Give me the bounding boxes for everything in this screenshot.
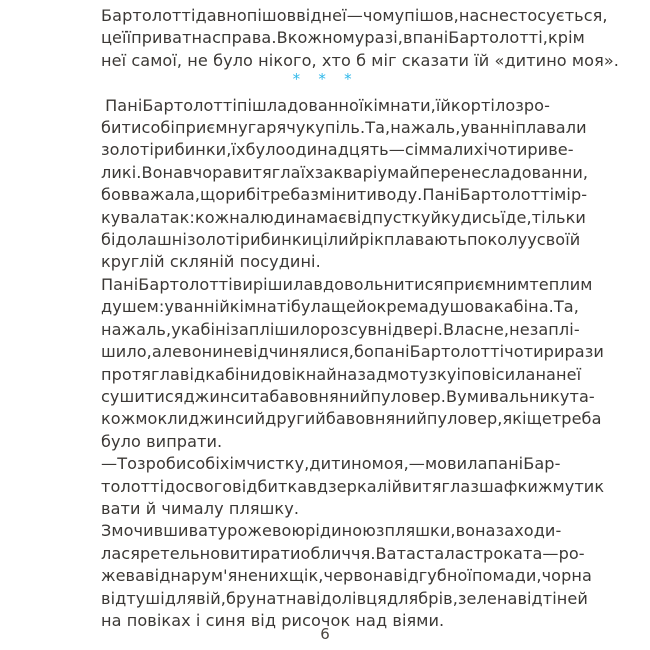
text-word: Та, (553, 297, 579, 317)
text-line (101, 431, 550, 453)
text-word: кабіни (205, 364, 261, 384)
text-word: хімчистку, (219, 454, 310, 474)
text-word: вирішила (232, 274, 314, 294)
text-word: від (517, 588, 543, 608)
text-line (101, 498, 550, 520)
text-word: Бартолотті (101, 6, 196, 25)
text-word: було (245, 140, 286, 160)
text-word: від (306, 588, 332, 608)
text-line (101, 296, 579, 318)
text-word: кувала (101, 207, 161, 227)
text-word: давно (195, 6, 247, 25)
text-word: рибинки (239, 230, 313, 250)
text-word: Пані (422, 185, 460, 205)
text-word: приватна (131, 28, 213, 48)
text-word: від (145, 566, 171, 586)
text-word: сушитися (101, 386, 184, 406)
text-word: рік (359, 230, 384, 250)
text-word: червона (323, 566, 394, 586)
text-word: Змочивши (101, 521, 189, 541)
text-word: з (314, 162, 324, 182)
text-word: плавали (515, 118, 587, 138)
text-word: ванни, (531, 162, 589, 182)
text-word: та- (569, 386, 595, 406)
text-word: ще (526, 409, 552, 429)
text-word: до (510, 162, 532, 182)
text-word: ще (330, 297, 357, 317)
text-word: тіней (542, 588, 588, 608)
text-word: була (290, 297, 331, 317)
text-word: туші (126, 588, 165, 608)
text-line (101, 117, 587, 139)
text-word: ванні (470, 118, 516, 138)
text-word: рибі (225, 185, 261, 205)
text-word: нарум'янених (170, 566, 289, 586)
text-word: неї (555, 364, 582, 384)
text-run: вати й чималу пляшку. (101, 498, 300, 518)
text-word: мокли (135, 409, 189, 429)
text-word: на (101, 319, 122, 339)
text-word: Бар- (523, 454, 561, 474)
text-word: другий (265, 409, 326, 429)
text-word: й (430, 207, 442, 227)
text-word: на (390, 118, 411, 138)
text-word: Власне, (442, 319, 510, 339)
text-word: з (470, 476, 479, 496)
text-word: їй (435, 95, 451, 115)
text-word: чотири (504, 342, 565, 362)
text-word: протягла (101, 364, 180, 384)
text-word: — (346, 6, 363, 25)
text-word: вона (455, 521, 496, 541)
text-word: витирати (220, 543, 301, 563)
text-word: й (254, 409, 266, 429)
text-line (101, 251, 550, 273)
text-word: і (456, 364, 461, 384)
text-word: й (356, 297, 367, 317)
text-word: брунатна (225, 588, 307, 608)
text-word: витягла (402, 476, 471, 496)
text-word: свого (185, 476, 233, 496)
text-line (101, 364, 582, 386)
text-word: від (393, 566, 419, 586)
text-word: приємним (443, 274, 530, 294)
text-run: неї самої, не було нікого, хто б міг сказати їй «дитино моя». (101, 50, 619, 70)
text-word: заплішило (230, 319, 321, 339)
text-word: губної (418, 566, 472, 586)
text-word: зроби (137, 454, 187, 474)
text-word: умивальнику (457, 386, 570, 406)
text-word: чому (362, 6, 405, 25)
text-word: до (260, 364, 282, 384)
text-word: жаль, (410, 118, 461, 138)
text-word: рожевою (227, 521, 306, 541)
text-word: пішла (236, 95, 288, 115)
text-word: дитино (309, 454, 372, 474)
text-word: Бартолотті (409, 342, 505, 362)
text-word: бити (101, 118, 142, 138)
text-word: пуловер. (370, 386, 446, 406)
text-word: вважала, (120, 185, 201, 205)
text-word: жева (101, 566, 146, 586)
text-word: ванної (308, 95, 364, 115)
text-word: колу (487, 230, 528, 250)
text-word: що (200, 185, 226, 205)
text-word: перенесла (419, 162, 511, 182)
text-word: акваріума (323, 162, 410, 182)
text-line (101, 476, 605, 498)
text-word: бо (101, 185, 121, 205)
section-divider-asterisks: * * * (292, 70, 359, 88)
text-word: від (101, 588, 127, 608)
text-line (101, 5, 608, 27)
text-word: від (296, 6, 322, 25)
text-word: своїй (536, 230, 581, 250)
text-word: бідолашні (101, 230, 187, 250)
text-line (101, 386, 595, 408)
paragraph (101, 274, 604, 453)
text-line (101, 229, 581, 251)
text-word: Вона (141, 162, 184, 182)
text-word: мір- (554, 185, 588, 205)
text-word: жаль, (121, 319, 172, 339)
text-word: рибинки, (153, 140, 232, 160)
text-line (101, 27, 585, 49)
text-word: відчинялися, (243, 342, 354, 362)
text-word: вікна (281, 364, 327, 384)
text-word: назад (336, 364, 388, 384)
text-word: ликі. (101, 162, 142, 182)
page-number: 6 (320, 625, 330, 643)
text-run: на повіках і синя від рисочок над віями. (101, 610, 445, 630)
text-word: тільки (531, 207, 586, 227)
text-word: повісила (461, 364, 536, 384)
text-word: так: (160, 207, 195, 227)
text-word: в (403, 28, 413, 48)
text-word: заплі- (529, 319, 580, 339)
text-word: й (391, 476, 403, 496)
text-word: собі (186, 454, 220, 474)
text-line (101, 588, 588, 610)
text-word: треба (260, 185, 311, 205)
text-word: приємну (174, 118, 248, 138)
text-word: їде, (500, 207, 532, 227)
text-run: було випрати. (101, 431, 223, 451)
text-word: треба (551, 409, 602, 429)
text-word: джинси (188, 409, 255, 429)
text-word: кож (101, 409, 136, 429)
text-word: не (488, 6, 509, 25)
text-word: лася (101, 543, 141, 563)
text-word: помади, (471, 566, 542, 586)
body-text (101, 5, 619, 632)
text-word: ро- (558, 543, 585, 563)
text-word: Бартолотті (142, 95, 237, 115)
text-word: пуловер, (426, 409, 503, 429)
text-word: разі, (364, 28, 404, 48)
text-word: дзеркалі (316, 476, 392, 496)
text-word: пані (373, 342, 410, 362)
text-word: у (171, 319, 181, 339)
text-word: золоті (101, 140, 154, 160)
text-word: зелена (457, 588, 518, 608)
text-word: кабіні (180, 319, 231, 339)
body-text-column (101, 5, 619, 632)
text-word: Бартолотті (138, 274, 233, 294)
text-word: — (388, 140, 405, 160)
text-word: справа. (212, 28, 277, 48)
text-word: олівця (331, 588, 387, 608)
text-word: і (483, 140, 488, 160)
text-word: мовила (424, 454, 488, 474)
text-word: гарячу (247, 118, 306, 138)
text-word: строката (464, 543, 543, 563)
text-word: у (164, 297, 174, 317)
text-word: золоті (186, 230, 240, 250)
text-word: у (527, 230, 537, 250)
text-word: Вата (375, 543, 416, 563)
text-word: стосується, (508, 6, 608, 25)
paragraph (101, 520, 592, 632)
text-word: по (466, 230, 488, 250)
text-line (101, 408, 602, 430)
text-word: теплим (529, 274, 593, 294)
text-word: бо (354, 342, 374, 362)
text-line (101, 341, 604, 363)
text-word: до (164, 476, 186, 496)
text-word: їх (231, 140, 246, 160)
text-word: рази (564, 342, 604, 362)
text-word: жмутик (537, 476, 605, 496)
text-word: пані (487, 454, 524, 474)
text-word: бавовняний (325, 409, 427, 429)
text-word: То (117, 454, 138, 474)
text-line (101, 95, 550, 117)
text-word: пішов, (404, 6, 459, 25)
text-word: — (408, 454, 425, 474)
text-word: з (375, 521, 385, 541)
text-word: бавовняний (269, 386, 371, 406)
text-word: кімнаті (229, 297, 291, 317)
text-word: вій, (196, 588, 226, 608)
text-word: нас (458, 6, 489, 25)
text-word: кудись (441, 207, 501, 227)
text-word: кортіло (450, 95, 516, 115)
text-word: її (122, 28, 132, 48)
text-word: в (307, 476, 317, 496)
text-word: окрема (366, 297, 429, 317)
text-word: ванній (173, 297, 230, 317)
text-word: й (326, 364, 337, 384)
text-word: кімнати, (363, 95, 436, 115)
text-word: ве- (548, 140, 574, 160)
text-line (101, 319, 580, 341)
text-word: Бартолотті (459, 185, 555, 205)
text-word: двері. (392, 319, 443, 339)
text-line (101, 207, 586, 229)
text-word: пані (412, 28, 449, 48)
text-word: не (509, 319, 530, 339)
text-line (101, 139, 574, 161)
paragraph (101, 5, 619, 72)
text-word: — (101, 454, 118, 474)
text-word: на (535, 364, 556, 384)
text-word: сім (404, 140, 431, 160)
text-word: стала (416, 543, 465, 563)
text-word: моя, (371, 454, 409, 474)
text-word: кожному (287, 28, 365, 48)
text-word: не (222, 342, 244, 362)
text-word: вони (182, 342, 223, 362)
text-word: для (164, 588, 197, 608)
text-word: зро- (515, 95, 550, 115)
text-word: В (446, 386, 458, 406)
text-word: чорна (541, 566, 592, 586)
text-word: малих (430, 140, 484, 160)
text-word: воду. (376, 185, 423, 205)
text-line (101, 162, 589, 184)
text-word: крім (548, 28, 585, 48)
text-word: брів, (418, 588, 458, 608)
text-word: кабіна. (493, 297, 554, 317)
text-word: у (460, 118, 471, 138)
paragraph (101, 453, 605, 520)
text-run: круглій скляній посудині. (101, 252, 321, 272)
text-word: джинси (183, 386, 250, 406)
text-word: пішов (246, 6, 297, 25)
text-word: рідиною (305, 521, 376, 541)
text-word: пляшки, (384, 521, 456, 541)
text-word: змінити (310, 185, 377, 205)
text-word: чотири (487, 140, 549, 160)
text-word: Пані (101, 274, 139, 294)
text-word: мотузку (387, 364, 457, 384)
text-word: для (386, 588, 419, 608)
text-word: це (101, 28, 123, 48)
text-word: вдовольнитися (313, 274, 444, 294)
text-line (101, 184, 588, 206)
text-word: душова (428, 297, 494, 317)
text-word: душем: (101, 297, 165, 317)
paragraph (101, 95, 589, 274)
text-word: людина (249, 207, 317, 227)
text-word: шило, (101, 342, 152, 362)
text-word: й (409, 162, 420, 182)
text-word: цілий (312, 230, 360, 250)
text-word: Бартолотті, (448, 28, 548, 48)
text-word: шафки (478, 476, 538, 496)
text-word: від (179, 364, 206, 384)
text-word: які (502, 409, 527, 429)
text-word: обличчя. (300, 543, 376, 563)
text-word: собі (141, 118, 175, 138)
text-word: щік, (288, 566, 324, 586)
text-word: заходи- (495, 521, 562, 541)
text-word: ретельно (140, 543, 221, 563)
text-word: неї (321, 6, 347, 25)
text-line (101, 543, 585, 565)
text-word: толотті (101, 476, 165, 496)
text-line (101, 565, 592, 587)
text-word: відпустку (347, 207, 431, 227)
text-word: але (151, 342, 183, 362)
text-word: та (249, 386, 270, 406)
text-word: до (287, 95, 309, 115)
text-word: — (542, 543, 559, 563)
text-word: В (276, 28, 288, 48)
text-word: відбитка (232, 476, 308, 496)
text-word: їх (300, 162, 315, 182)
text-word: Пані (105, 95, 143, 115)
text-word: плавають (383, 230, 467, 250)
text-word: вату (188, 521, 228, 541)
text-word: має (316, 207, 348, 227)
text-line (101, 520, 562, 542)
text-word: витягла (232, 162, 301, 182)
text-word: Та, (365, 118, 391, 138)
text-line (101, 453, 561, 475)
text-line (101, 274, 593, 296)
text-word: кожна (194, 207, 250, 227)
text-word: розсувні (320, 319, 393, 339)
text-word: купіль. (305, 118, 366, 138)
text-word: вчора (183, 162, 233, 182)
text-word: одинадцять (285, 140, 389, 160)
